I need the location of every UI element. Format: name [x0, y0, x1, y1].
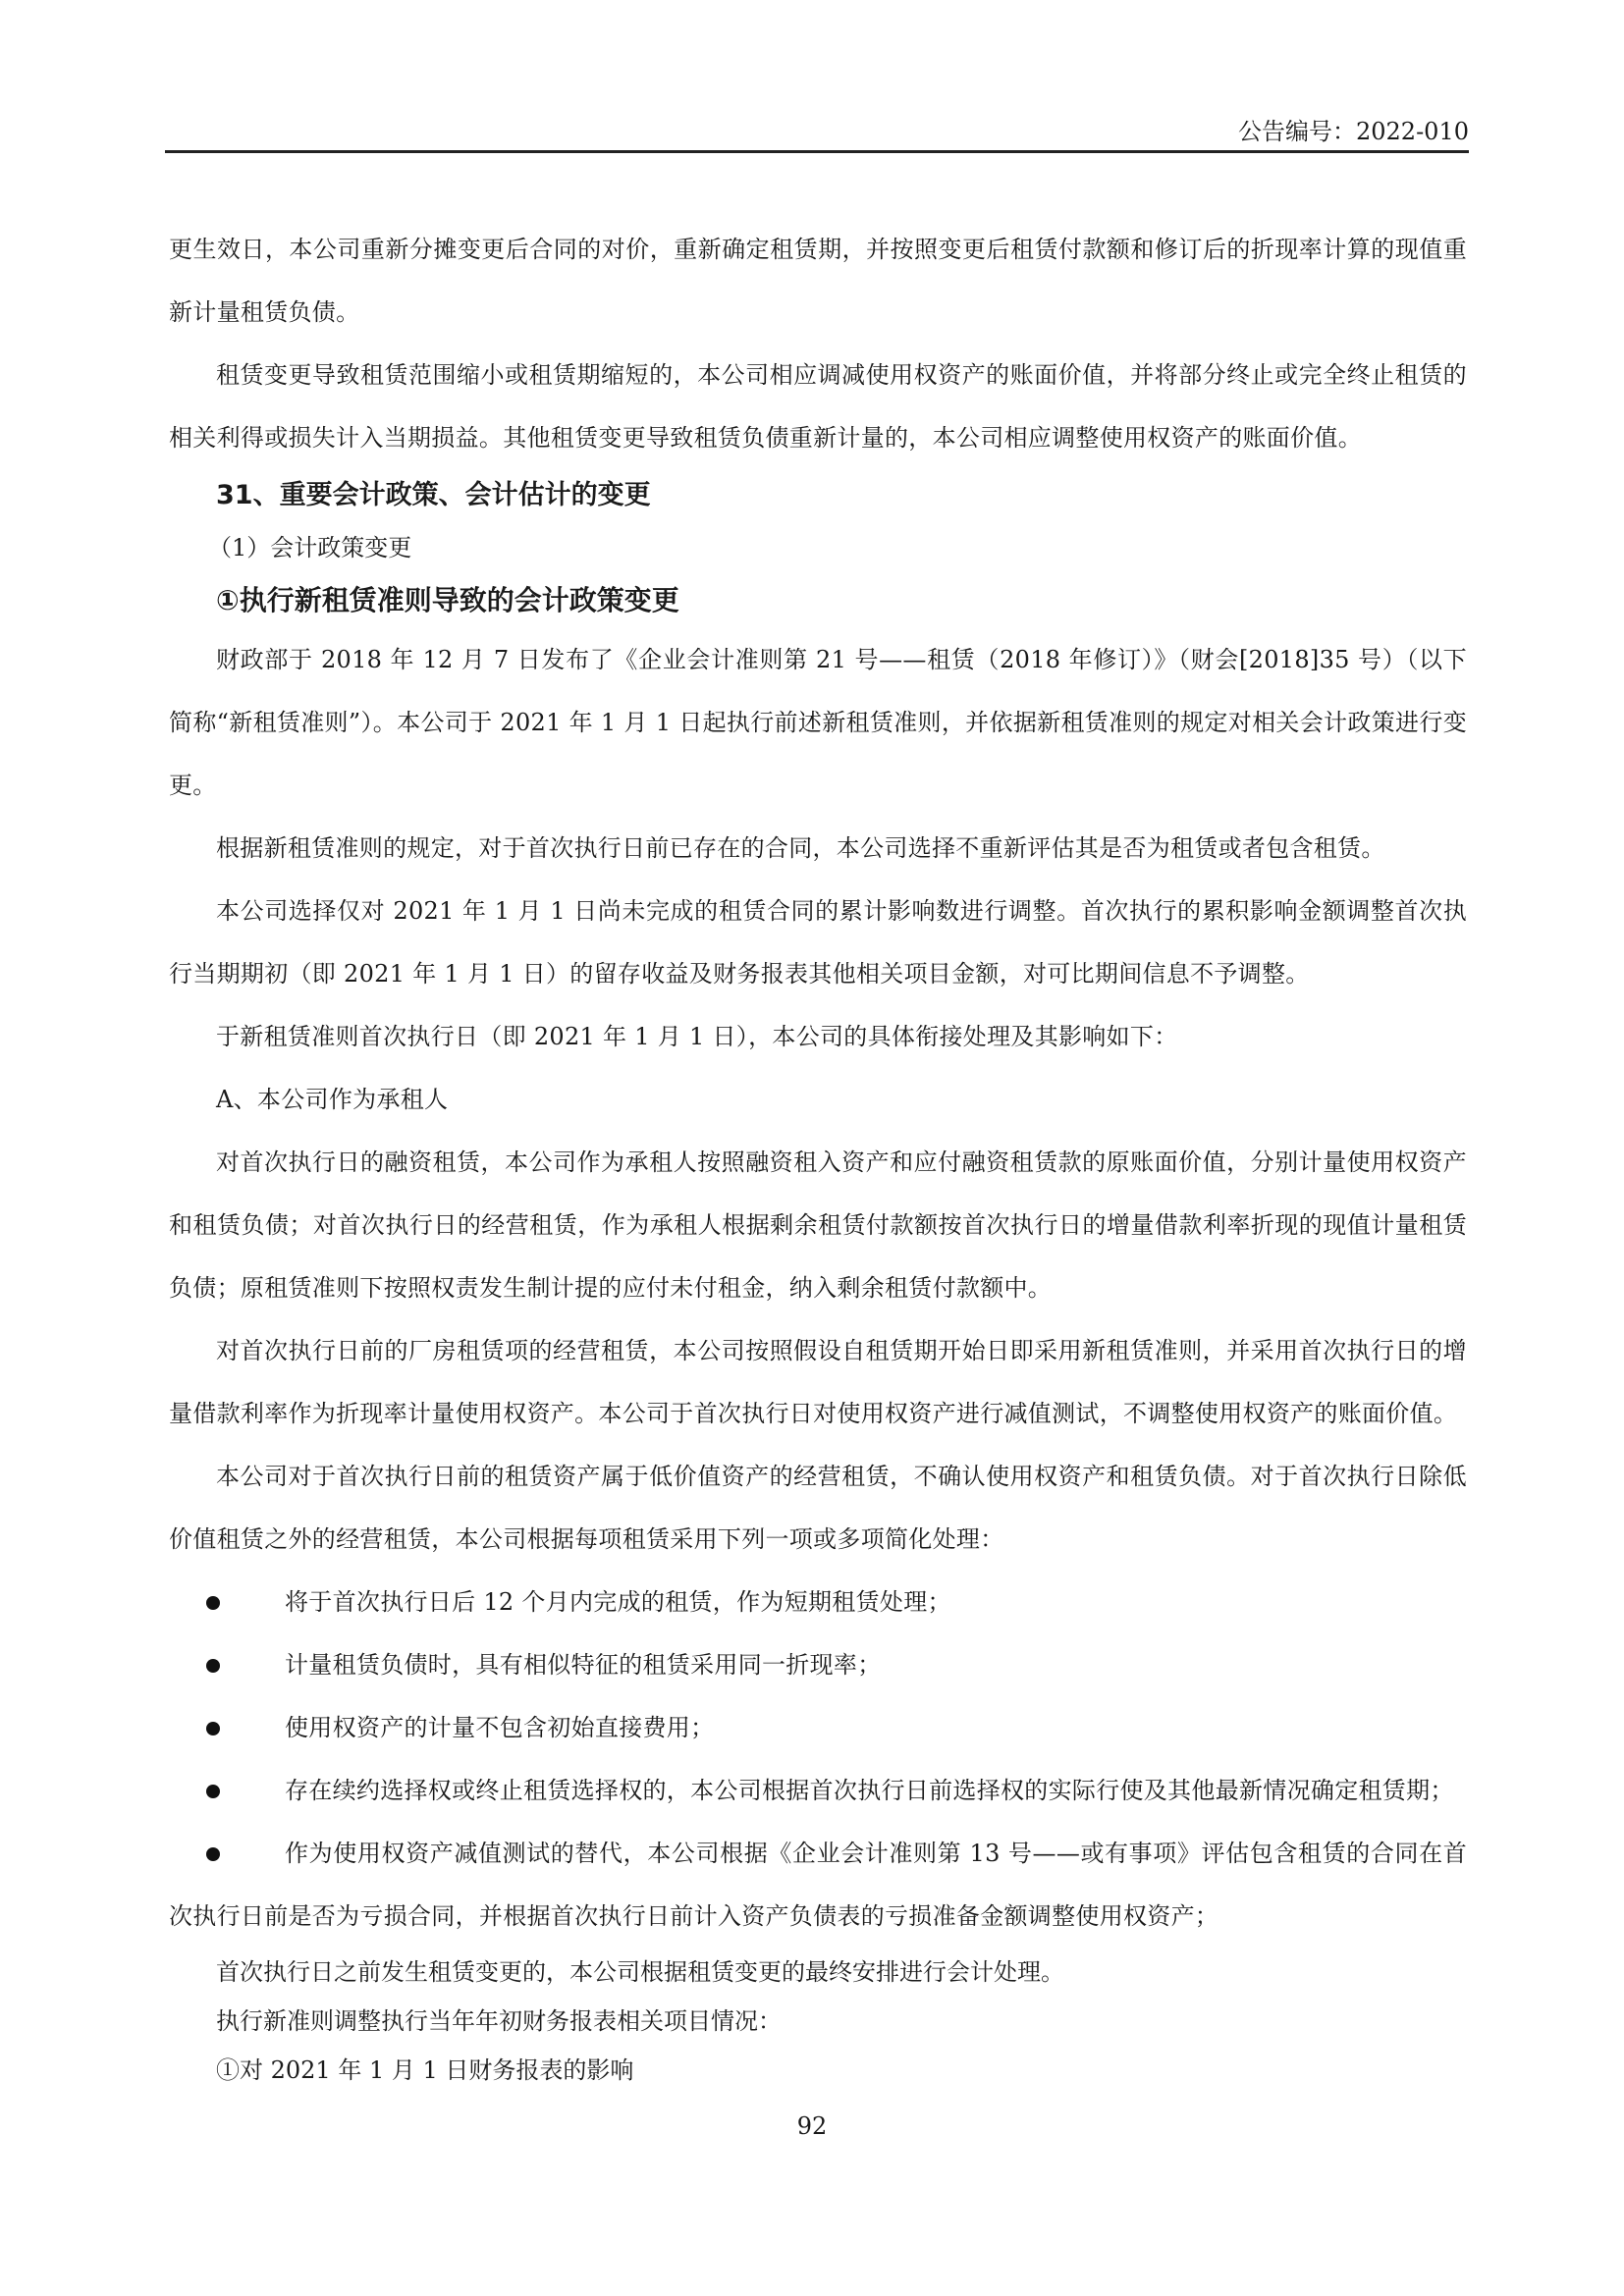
paragraph: 对首次执行日的融资租赁，本公司作为承租人按照融资租入资产和应付融资租赁款的原账面价值，分别计量使用权资产和租赁负债；对首次执行日的经营租赁，作为承租人根据剩余租赁付款额按首次执行日的增量借款利率折现的现值计量租赁负债；原租赁准则下按照权责发生制计提的应付未付租金，纳入剩余租赁付款额中。	[169, 1148, 1467, 1302]
list-item	[169, 1822, 1467, 1948]
list-item	[169, 1696, 1467, 1759]
paragraph: A、本公司作为承租人	[216, 1086, 449, 1113]
bullet-icon	[206, 1722, 220, 1735]
list-item-text: 使用权资产的计量不包含初始直接费用；	[285, 1714, 715, 1741]
paragraph: 财政部于 2018 年 12 月 7 日发布了《企业会计准则第 21 号——租赁（2018 年修订）》（财会[2018]35 号）（以下简称“新租赁准则”）。本公司于 2021 年 1 月 1 日起执行前述新租赁准则，并依据新租赁准则的规定对相关会计政策进行变更。	[169, 646, 1467, 799]
subsection-heading: ①执行新租赁准则导致的会计政策变更	[216, 584, 679, 616]
list-item-text: 将于首次执行日后 12 个月内完成的租赁，作为短期租赁处理；	[285, 1588, 951, 1616]
subsection-title: （1）会计政策变更	[208, 534, 412, 561]
page-number: 92	[796, 2112, 828, 2140]
list-item	[169, 1759, 1467, 1822]
paragraph: 首次执行日之前发生租赁变更的，本公司根据租赁变更的最终安排进行会计处理。	[216, 1958, 1064, 1986]
bullet-icon	[206, 1659, 220, 1673]
header-divider	[165, 150, 1469, 153]
list-item	[169, 1633, 1467, 1696]
paragraph: 对首次执行日前的厂房租赁项的经营租赁，本公司按照假设自租赁期开始日即采用新租赁准则，并采用首次执行日的增量借款利率作为折现率计量使用权资产。本公司于首次执行日对使用权资产进行减值测试，不调整使用权资产的账面价值。	[169, 1337, 1467, 1427]
list-item	[169, 1571, 1467, 1633]
section-title: 31、重要会计政策、会计估计的变更	[216, 480, 651, 510]
paragraph: 本公司选择仅对 2021 年 1 月 1 日尚未完成的租赁合同的累计影响数进行调整。首次执行的累积影响金额调整首次执行当期期初（即 2021 年 1 月 1 日）的留存收益及财务报表其他相关项目金额，对可比期间信息不予调整。	[169, 897, 1467, 988]
paragraph: 更生效日，本公司重新分摊变更后合同的对价，重新确定租赁期，并按照变更后租赁付款额和修订后的折现率计算的现值重新计量租赁负债。	[169, 236, 1467, 326]
bullet-icon	[206, 1596, 220, 1610]
paragraph: 于新租赁准则首次执行日（即 2021 年 1 月 1 日），本公司的具体衔接处理及其影响如下：	[216, 1023, 1178, 1050]
paragraph: 租赁变更导致租赁范围缩小或租赁期缩短的，本公司相应调减使用权资产的账面价值，并将部分终止或完全终止租赁的相关利得或损失计入当期损益。其他租赁变更导致租赁负债重新计量的，本公司相应调整使用权资产的账面价值。	[169, 361, 1467, 452]
paragraph: 根据新租赁准则的规定，对于首次执行日前已存在的合同，本公司选择不重新评估其是否为租赁或者包含租赁。	[216, 834, 1385, 862]
notice-number: 公告编号：2022-010	[1238, 118, 1469, 145]
paragraph: 执行新准则调整执行当年年初财务报表相关项目情况：	[216, 2007, 782, 2035]
list-item-text: 存在续约选择权或终止租赁选择权的，本公司根据首次执行日前选择权的实际行使及其他最新情况确定租赁期；	[285, 1777, 1454, 1804]
paragraph: ①对 2021 年 1 月 1 日财务报表的影响	[216, 2056, 634, 2084]
document-body	[169, 218, 1467, 2095]
bullet-icon	[206, 1785, 220, 1798]
bullet-icon	[206, 1847, 220, 1861]
paragraph: 本公司对于首次执行日前的租赁资产属于低价值资产的经营租赁，不确认使用权资产和租赁负债。对于首次执行日除低价值租赁之外的经营租赁，本公司根据每项租赁采用下列一项或多项简化处理：	[169, 1463, 1467, 1553]
list-item-text: 作为使用权资产减值测试的替代，本公司根据《企业会计准则第 13 号——或有事项》评估包含租赁的合同在首次执行日前是否为亏损合同，并根据首次执行日前计入资产负债表的亏损准备金额调整使用权资产；	[169, 1840, 1467, 1930]
list-item-text: 计量租赁负债时，具有相似特征的租赁采用同一折现率；	[285, 1651, 882, 1679]
